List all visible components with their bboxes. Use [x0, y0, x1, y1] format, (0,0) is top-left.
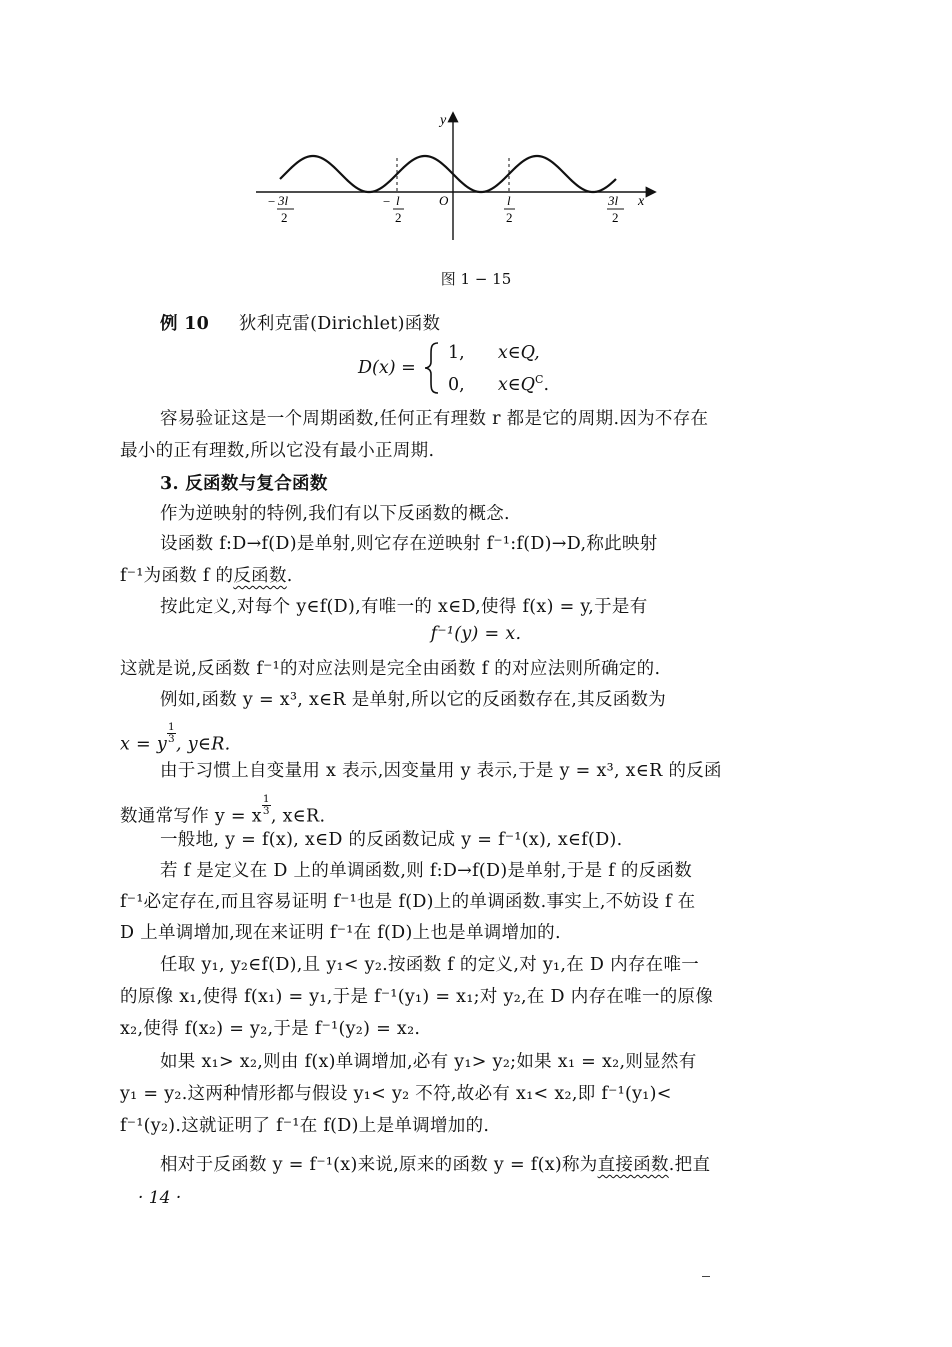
- paragraph-line: 作为逆映射的特例,我们有以下反函数的概念.: [160, 504, 510, 524]
- paragraph-line: 这就是说,反函数 f⁻¹的对应法则是完全由函数 f 的对应法则所确定的.: [120, 659, 661, 679]
- paragraph-line: 按此定义,对每个 y∈f(D),有唯一的 x∈D,使得 f(x) = y,于是有: [160, 597, 648, 617]
- tick-l-2: [504, 193, 515, 225]
- example-label: 例 10: [160, 314, 210, 334]
- fraction-exponent: $\frac{1}{3}$: [262, 793, 270, 817]
- dirichlet-case-2: 0, $x\in Q^C$.: [448, 373, 550, 395]
- svg-text:3l: 3l: [278, 193, 289, 208]
- svg-text:l: l: [396, 193, 400, 208]
- paragraph-line: f⁻¹为函数 f 的反函数.: [120, 566, 293, 586]
- svg-text:−: −: [268, 194, 276, 209]
- y-axis-label: y: [440, 113, 447, 128]
- paragraph-line: 容易验证这是一个周期函数,任何正有理数 r 都是它的周期.因为不存在: [160, 409, 709, 429]
- svg-text:2: 2: [612, 210, 619, 225]
- svg-text:l: l: [507, 193, 511, 208]
- svg-text:3l: 3l: [608, 193, 619, 208]
- paragraph-line: y₁ = y₂.这两种情形都与假设 y₁< y₂ 不符,故必有 x₁< x₂,即 f⁻¹(y₁)<: [120, 1084, 672, 1104]
- periodic-function-graph: [250, 108, 670, 248]
- svg-text:2: 2: [281, 210, 288, 225]
- svg-text:2: 2: [506, 210, 513, 225]
- dirichlet-lhs: D(x) =: [358, 358, 416, 378]
- paragraph-line: x = y $\frac{1}{3}$ , y∈R.: [120, 721, 231, 755]
- x-axis-label: x: [638, 194, 645, 209]
- scan-mark: [702, 1276, 710, 1277]
- paragraph-line: 由于习惯上自变量用 x 表示,因变量用 y 表示,于是 y = x³, x∈R 的反函: [160, 761, 722, 781]
- paragraph-line: f⁻¹必定存在,而且容易证明 f⁻¹也是 f(D)上的单调函数.事实上,不妨设 f 在: [120, 892, 696, 912]
- paragraph-line: x₂,使得 f(x₂) = y₂,于是 f⁻¹(y₂) = x₂.: [120, 1019, 421, 1039]
- paragraph-line: 如果 x₁> x₂,则由 f(x)单调增加,必有 y₁> y₂;如果 x₁ = x₂,则显然有: [160, 1052, 697, 1072]
- paragraph-line: 数通常写作 y = x $\frac{1}{3}$ , x∈R.: [120, 793, 326, 827]
- paragraph-line: 任取 y₁, y₂∈f(D),且 y₁< y₂.按函数 f 的定义,对 y₁,在 D 内存在唯一: [160, 955, 700, 975]
- term-direct-function: 直接函数: [597, 1155, 669, 1175]
- paragraph-line: 一般地, y = f(x), x∈D 的反函数记成 y = f⁻¹(x), x∈f(D).: [160, 830, 623, 850]
- paragraph-line: 若 f 是定义在 D 上的单调函数,则 f:D→f(D)是单射,于是 f 的反函数: [160, 861, 693, 881]
- fraction-exponent: $\frac{1}{3}$: [168, 721, 176, 745]
- paragraph-line: f⁻¹(y₂).这就证明了 f⁻¹在 f(D)上是单调增加的.: [120, 1116, 490, 1136]
- figure-caption: 图 1 − 15: [440, 270, 512, 288]
- curve: [280, 156, 616, 192]
- example-heading: [160, 310, 440, 335]
- equation: f⁻¹(y) = x.: [430, 624, 522, 644]
- dirichlet-case-1: 1, x∈Q,: [448, 343, 540, 363]
- paragraph-line: D 上单调增加,现在来证明 f⁻¹在 f(D)上也是单调增加的.: [120, 923, 561, 943]
- tick-neg-l-2: [383, 193, 404, 225]
- example-title: 狄利克雷(Dirichlet)函数: [238, 314, 441, 334]
- brace-icon: [422, 342, 442, 394]
- svg-text:−: −: [383, 194, 391, 209]
- paragraph-line: 相对于反函数 y = f⁻¹(x)来说,原来的函数 y = f(x)称为直接函数.把直: [160, 1155, 711, 1175]
- paragraph-line: 最小的正有理数,所以它没有最小正周期.: [120, 441, 435, 461]
- paragraph-line: 例如,函数 y = x³, x∈R 是单射,所以它的反函数存在,其反函数为: [160, 690, 667, 710]
- paragraph-line: 的原像 x₁,使得 f(x₁) = y₁,于是 f⁻¹(y₁) = x₁;对 y₂,在 D 内存在唯一的原像: [120, 987, 714, 1007]
- svg-text:2: 2: [395, 210, 402, 225]
- paragraph-line: 设函数 f:D→f(D)是单射,则它存在逆映射 f⁻¹:f(D)→D,称此映射: [160, 534, 658, 554]
- section-heading: 3. 反函数与复合函数: [160, 474, 328, 494]
- figure-1-15: [250, 108, 670, 248]
- page-number: · 14 ·: [138, 1188, 182, 1208]
- tick-neg-3l-2: [268, 193, 294, 225]
- tick-3l-2: [607, 193, 624, 225]
- origin-label: O: [439, 193, 449, 208]
- term-inverse-function: 反函数: [233, 566, 287, 586]
